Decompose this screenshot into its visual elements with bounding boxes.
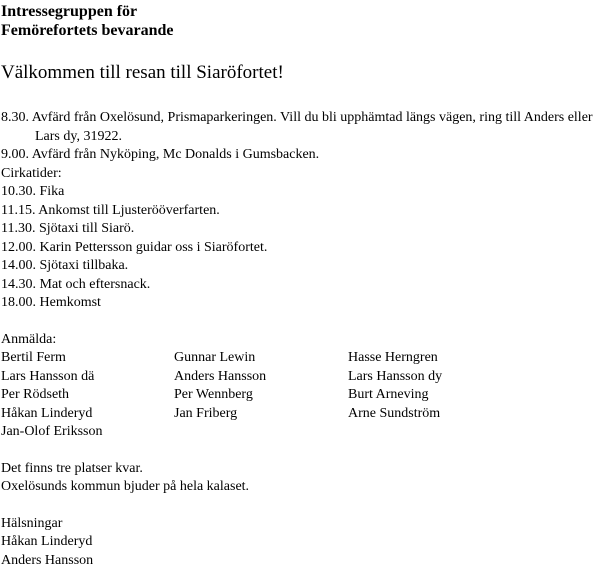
registered-name: Burt Arneving (348, 386, 548, 405)
schedule-item: 12.00. Karin Pettersson guidar oss i Siaröfortet. (1, 239, 601, 258)
headline: Välkommen till resan till Siaröfortet! (1, 62, 601, 84)
registered-heading: Anmälda: (1, 331, 601, 350)
note-line: Det finns tre platser kvar. (1, 460, 601, 479)
registered-name: Per Wennberg (174, 386, 348, 405)
registered-name: Håkan Linderyd (1, 405, 174, 424)
schedule-item: 11.15. Ankomst till Ljusterööverfarten. (1, 202, 601, 221)
schedule-item: 10.30. Fika (1, 183, 601, 202)
organization-name (1, 2, 601, 40)
schedule-item: 9.00. Avfärd från Nyköping, Mc Donalds i Gumsbacken. (1, 146, 601, 165)
schedule (1, 109, 601, 313)
closing-section (1, 515, 601, 570)
schedule-item: 14.00. Sjötaxi tillbaka. (1, 257, 601, 276)
schedule-item: 14.30. Mat och eftersnack. (1, 276, 601, 295)
registered-name: Arne Sundström (348, 405, 548, 424)
registered-name: Lars Hansson dy (348, 368, 548, 387)
registered-name: Per Rödseth (1, 386, 174, 405)
document-page (1, 0, 601, 570)
schedule-item: 8.30. Avfärd från Oxelösund, Prismaparkeringen. Vill du bli upphämtad längs vägen, ring till Anders eller Lars dy, 31922. (1, 109, 601, 146)
schedule-item: 18.00. Hemkomst (1, 294, 601, 313)
organization-line-2: Femörefortets bevarande (1, 21, 601, 40)
registered-name: Hasse Herngren (348, 349, 548, 368)
registered-name: Jan Friberg (174, 405, 348, 424)
schedule-item: 11.30. Sjötaxi till Siarö. (1, 220, 601, 239)
organization-line-1: Intressegruppen för (1, 2, 601, 21)
registered-name: Jan-Olof Eriksson (1, 423, 174, 442)
note-line: Oxelösunds kommun bjuder på hela kalaset. (1, 478, 601, 497)
notes-section (1, 460, 601, 497)
closing-greeting: Hälsningar (1, 515, 601, 534)
registered-section (1, 331, 601, 442)
registered-name: Anders Hansson (174, 368, 348, 387)
registered-name: Gunnar Lewin (174, 349, 348, 368)
signer-name: Håkan Linderyd (1, 533, 601, 552)
registered-name: Bertil Ferm (1, 349, 174, 368)
signer-name: Anders Hansson (1, 552, 601, 570)
registered-name: Lars Hansson dä (1, 368, 174, 387)
registered-names (1, 349, 601, 442)
schedule-item: Cirkatider: (1, 165, 601, 184)
